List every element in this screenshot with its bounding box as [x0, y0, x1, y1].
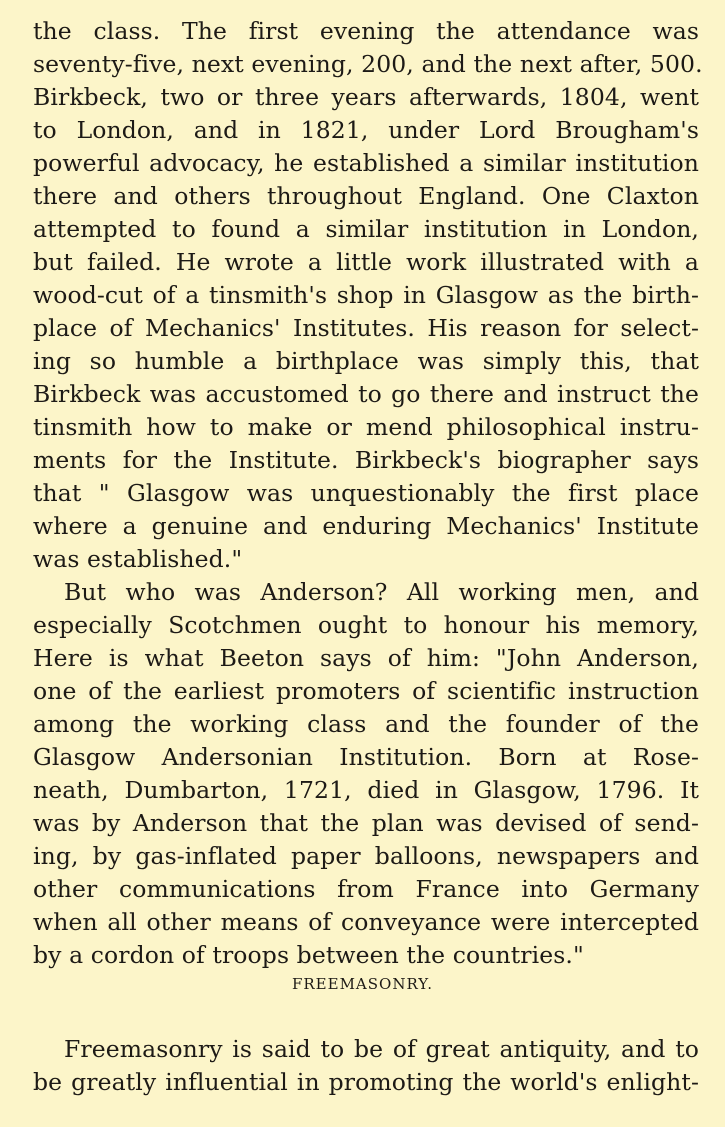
- text-line: Freemasonry is said to be of great antiquity, and to: [64, 1035, 699, 1063]
- text-line: seventy-five, next evening, 200, and the next after, 500.: [33, 50, 703, 78]
- text-line: wood-cut of a tinsmith's shop in Glasgow as the birth-: [33, 281, 699, 309]
- text-line: there and others throughout England. One Claxton: [33, 182, 699, 210]
- text-line: tinsmith how to make or mend philosophical instru-: [33, 413, 699, 441]
- section-heading: FREEMASONRY.: [291, 975, 434, 993]
- text-line: but failed. He wrote a little work illustrated with a: [33, 248, 699, 276]
- text-line: where a genuine and enduring Mechanics' Institute: [33, 512, 699, 540]
- text-line: among the working class and the founder of the: [33, 710, 699, 738]
- text-line: that " Glasgow was unquestionably the first place: [33, 479, 699, 507]
- text-line: Here is what Beeton says of him: "John Anderson,: [33, 644, 699, 672]
- text-line: ments for the Institute. Birkbeck's biographer says: [33, 446, 699, 474]
- text-line: Glasgow Andersonian Institution. Born at Rose-: [33, 743, 699, 771]
- text-line: ing so humble a birthplace was simply this, that: [33, 347, 699, 375]
- text-line: Birkbeck, two or three years afterwards, 1804, went: [33, 83, 699, 111]
- text-line: Birkbeck was accustomed to go there and instruct the: [33, 380, 699, 408]
- text-line: place of Mechanics' Institutes. His reason for select-: [33, 314, 699, 342]
- text-line: one of the earliest promoters of scientific instruction: [33, 677, 699, 705]
- text-line: was by Anderson that the plan was devised of send-: [33, 809, 699, 837]
- text-line: be greatly influential in promoting the world's enlight-: [33, 1068, 699, 1096]
- text-line: neath, Dumbarton, 1721, died in Glasgow, 1796. It: [33, 776, 699, 804]
- text-line: attempted to found a similar institution in London,: [33, 215, 699, 243]
- text-line: the class. The first evening the attendance was: [33, 17, 699, 45]
- text-line: But who was Anderson? All working men, and: [64, 578, 699, 606]
- text-line: other communications from France into Germany: [33, 875, 699, 903]
- text-line: ing, by gas-inflated paper balloons, newspapers and: [33, 842, 699, 870]
- text-line: especially Scotchmen ought to honour his memory,: [33, 611, 699, 639]
- text-line: to London, and in 1821, under Lord Brougham's: [33, 116, 699, 144]
- text-line: when all other means of conveyance were intercepted: [33, 908, 699, 936]
- text-line: powerful advocacy, he established a similar institution: [33, 149, 699, 177]
- text-line: by a cordon of troops between the countries.": [33, 941, 584, 969]
- text-line: was established.": [33, 545, 243, 573]
